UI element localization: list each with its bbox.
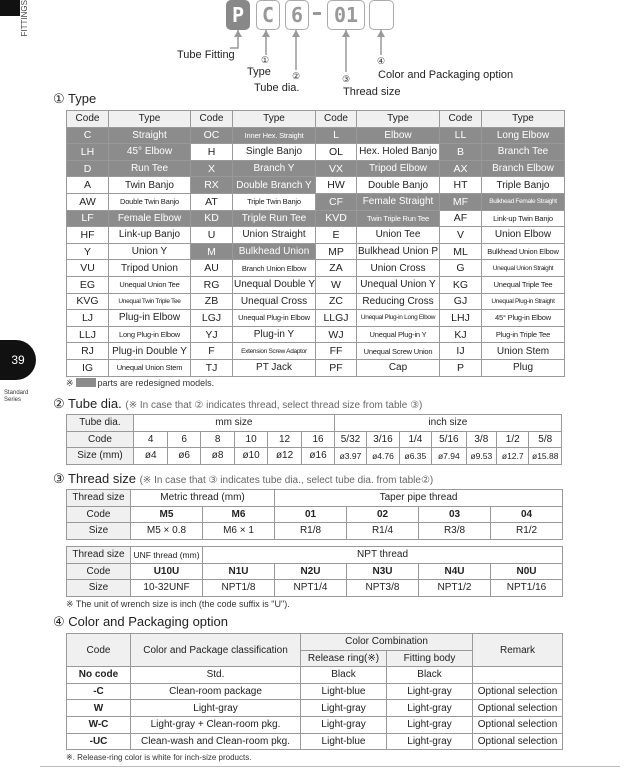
type-code-cell: AW [67,193,109,210]
tube-code-cell: 3/8 [466,431,496,448]
thread-size-cell: NPT1/2 [419,580,491,597]
type-code-cell: H [191,144,233,161]
type-code-cell: U [191,227,233,244]
type-code-cell: KG [440,276,482,293]
type-code-cell: LL [440,127,482,144]
color-cell: Light-gray [131,700,301,717]
tube-code-cell: 5/8 [529,431,562,448]
thread1-col0: Thread size [67,490,131,507]
color-col-code: Code [67,634,131,667]
type-name-cell: Plug-in Elbow [109,310,191,327]
type-name-cell: Long Elbow [482,127,565,144]
thread-size-cell: NPT1/4 [275,580,347,597]
type-table-header [67,111,565,128]
type-code-cell: KJ [440,326,482,343]
type-table [66,110,565,377]
thread-code-cell: 01 [275,506,347,523]
callout-num-2: ② [292,71,301,81]
tube-code-cell: 16 [302,431,334,448]
tube-size-cell: ø15.88 [529,448,562,465]
type-table-row [67,160,565,177]
thread-code-cell: N2U [275,563,347,580]
col-type-1: Type [109,111,191,128]
type-code-cell: AT [191,193,233,210]
color-col-release-ring: Release ring(※) [301,650,387,667]
tube-code-cell: 5/32 [334,431,366,448]
type-code-cell: ML [440,243,482,260]
type-name-cell: Tripod Elbow [357,160,440,177]
type-name-cell: Twin Banjo [109,177,191,194]
type-code-cell: KVG [67,293,109,310]
type-table-row [67,144,565,161]
type-name-cell: PT Jack [233,359,316,376]
type-table-row [67,210,565,227]
type-code-cell: OL [316,144,357,161]
type-name-cell: 45° Plug-in Elbow [482,310,565,327]
type-code-cell: IG [67,359,109,376]
color-cell: Black [387,667,473,684]
type-name-cell: Unequal Union Y [357,276,440,293]
thread-code-cell: 03 [419,506,491,523]
type-code-cell: AF [440,210,482,227]
type-name-cell: Union Stem [482,343,565,360]
type-name-cell: Twin Triple Run Tee [357,210,440,227]
note-text: parts are redesigned models. [97,378,215,388]
tube-size-cell: ø8 [200,448,234,465]
thread-code-cell: 04 [491,506,563,523]
type-code-cell: LLJ [67,326,109,343]
type-name-cell: Cap [357,359,440,376]
type-name-cell: Triple Twin Banjo [233,193,316,210]
color-table-row [67,667,563,684]
tube-code-cell: 8 [200,431,234,448]
type-code-cell: MF [440,193,482,210]
type-table-row [67,127,565,144]
callout-num-3: ③ [342,74,351,84]
type-code-cell: RX [191,177,233,194]
color-cell: Optional selection [473,733,563,750]
type-name-cell: Branch Tee [482,144,565,161]
type-name-cell: Bulkhead Female Straight [482,193,565,210]
color-cell: Light-gray [301,700,387,717]
type-code-cell: KVD [316,210,357,227]
type-table-row [67,260,565,277]
type-name-cell: Union Elbow [482,227,565,244]
type-name-cell: Unequal Plug-in Straight [482,293,565,310]
type-code-cell: A [67,177,109,194]
color-cell: Optional selection [473,683,563,700]
type-name-cell: Plug-in Y [233,326,316,343]
thread2-size-label: Size [67,580,131,597]
tube-size-cell: ø16 [302,448,334,465]
type-code-cell: ZC [316,293,357,310]
color-cell: W [67,700,131,717]
color-cell: -UC [67,733,131,750]
tube-row-header: Tube dia. [67,415,134,432]
type-table-row [67,310,565,327]
type-name-cell: Unequal Screw Union [357,343,440,360]
tube-code-label: Code [67,431,134,448]
tube-size-label: Size (mm) [67,448,134,465]
callout-color-option: Color and Packaging option [378,69,514,81]
thread-code-cell: N3U [347,563,419,580]
color-table-row [67,733,563,750]
type-code-cell: IJ [440,343,482,360]
type-code-cell: AX [440,160,482,177]
color-cell: Light-gray [301,716,387,733]
tube-size-cell: ø10 [235,448,267,465]
color-table-row [67,700,563,717]
type-name-cell: Run Tee [109,160,191,177]
color-cell: Clean-wash and Clean-room pkg. [131,733,301,750]
color-cell: Light-gray [387,700,473,717]
type-code-cell: LLGJ [316,310,357,327]
tube-size-cell: ø12.7 [497,448,529,465]
type-code-cell: HT [440,177,482,194]
inch-size-label: inch size [334,415,561,432]
tube-code-cell: 4 [133,431,167,448]
thread-code-cell: 02 [347,506,419,523]
type-code-cell: B [440,144,482,161]
mm-size-label: mm size [133,415,334,432]
type-name-cell: Bulkhead Union [233,243,316,260]
type-code-cell: D [67,160,109,177]
thread-footnote: ※ The unit of wrench size is inch (the code suffix is "U"). [66,599,290,609]
unf-label: UNF thread (mm) [131,547,203,564]
type-code-cell: TJ [191,359,233,376]
thread-size-cell: M5 × 0.8 [131,523,203,540]
type-code-cell: Y [67,243,109,260]
color-cell: Black [301,667,387,684]
type-name-cell: Reducing Cross [357,293,440,310]
type-code-cell: RJ [67,343,109,360]
series-label: Standard Series [4,390,29,403]
thread1-code-label: Code [67,506,131,523]
type-name-cell: Branch Y [233,160,316,177]
type-table-row [67,343,565,360]
thread-size-cell: M6 × 1 [203,523,275,540]
tube-size-cell: ø3.97 [334,448,366,465]
type-code-cell: LHJ [440,310,482,327]
bottom-rule [40,766,620,767]
type-name-cell: Unequal Union Straight [482,260,565,277]
callout-thread-size: Thread size [343,86,401,98]
type-name-cell: Unequal Plug-in Long Elbow [357,310,440,327]
type-name-cell: Bulkhead Union Elbow [482,243,565,260]
tube-size-cell: ø6.35 [399,448,431,465]
type-table-row [67,227,565,244]
type-name-cell: Single Banjo [233,144,316,161]
type-table-row [67,193,565,210]
type-code-cell: LF [67,210,109,227]
type-code-cell: AU [191,260,233,277]
callout-num-1: ① [261,55,270,65]
page-number-badge: 39 [0,340,36,380]
type-code-cell: VX [316,160,357,177]
type-name-cell: Triple Run Tee [233,210,316,227]
tube-section-title [53,396,422,412]
col-code-1: Code [67,111,109,128]
color-col-fitting-body: Fitting body [387,650,473,667]
type-name-cell: Extension Screw Adaptor [233,343,316,360]
type-name-cell: Plug [482,359,565,376]
color-cell: Clean-room package [131,683,301,700]
redesign-swatch [76,378,96,387]
type-name-cell: Union Straight [233,227,316,244]
col-type-2: Type [233,111,316,128]
color-cell: -C [67,683,131,700]
type-table-row [67,243,565,260]
type-code-cell: WJ [316,326,357,343]
tube-size-cell: ø4 [133,448,167,465]
thread-table-metric [66,489,563,540]
col-type-3: Type [357,111,440,128]
type-name-cell: Branch Union Elbow [233,260,316,277]
tube-title-note: (※ In case that ② indicates thread, select thread size from table ③) [125,400,423,411]
thread2-code-label: Code [67,563,131,580]
callout-tube-dia: Tube dia. [254,82,300,94]
thread1-size-label: Size [67,523,131,540]
thread-size-cell: NPT3/8 [347,580,419,597]
color-cell: Light-gray [387,733,473,750]
npt-label: NPT thread [203,547,563,564]
type-name-cell: Straight [109,127,191,144]
color-cell: Light-blue [301,683,387,700]
tube-code-cell: 1/2 [497,431,529,448]
tube-code-cell: 10 [235,431,267,448]
color-col-classification: Color and Package classification [131,634,301,667]
thread-size-cell: NPT1/16 [491,580,563,597]
color-col-combination: Color Combination [301,634,473,651]
type-name-cell: Double Twin Banjo [109,193,191,210]
type-name-cell: Long Plug-in Elbow [109,326,191,343]
metric-label: Metric thread (mm) [131,490,275,507]
type-code-cell: PF [316,359,357,376]
callout-type: Type [247,66,271,78]
type-name-cell: Double Branch Y [233,177,316,194]
tube-code-cell: 12 [267,431,301,448]
type-name-cell: Unequal Cross [233,293,316,310]
color-table [66,633,563,750]
tube-size-cell: ø12 [267,448,301,465]
tube-size-cell: ø6 [168,448,200,465]
type-code-cell: W [316,276,357,293]
thread-section-title [53,471,433,487]
color-cell: Light-gray + Clean-room pkg. [131,716,301,733]
color-table-row [67,683,563,700]
type-name-cell: Unequal Union Tee [109,276,191,293]
thread-size-cell: R3/8 [419,523,491,540]
tube-title-text: ② Tube dia. [53,396,122,411]
type-code-cell: ZB [191,293,233,310]
tube-code-cell: 1/4 [399,431,431,448]
thread-size-cell: NPT1/8 [203,580,275,597]
thread-size-cell: R1/2 [491,523,563,540]
taper-label: Taper pipe thread [275,490,563,507]
type-code-cell: M [191,243,233,260]
thread-title-text: ③ Thread size [53,471,136,486]
color-cell: Std. [131,667,301,684]
thread-code-cell: U10U [131,563,203,580]
color-cell: Optional selection [473,716,563,733]
type-code-cell: OC [191,127,233,144]
type-table-row [67,359,565,376]
type-code-cell: L [316,127,357,144]
callout-num-4: ④ [377,56,386,66]
color-col-remark: Remark [473,634,563,667]
color-cell: W-C [67,716,131,733]
type-name-cell: Plug-in Double Y [109,343,191,360]
thread-size-cell: 10-32UNF [131,580,203,597]
type-code-cell: FF [316,343,357,360]
type-code-cell: MP [316,243,357,260]
type-name-cell: Female Elbow [109,210,191,227]
color-table-row [67,716,563,733]
thread-code-cell: N0U [491,563,563,580]
col-code-2: Code [191,111,233,128]
type-name-cell: Unequal Union Stem [109,359,191,376]
type-name-cell: Female Straight [357,193,440,210]
type-code-cell: VU [67,260,109,277]
color-cell: Light-blue [301,733,387,750]
type-name-cell: 45° Elbow [109,144,191,161]
thread-code-cell: N4U [419,563,491,580]
color-cell [473,667,563,684]
thread-size-cell: R1/4 [347,523,419,540]
part-box-type: C [256,0,280,30]
col-code-3: Code [316,111,357,128]
type-code-cell: LJ [67,310,109,327]
type-name-cell: Link-up Banjo [109,227,191,244]
tube-size-cell: ø9.53 [466,448,496,465]
type-name-cell: Inner Hex. Straight [233,127,316,144]
note-mark: ※ [66,378,74,388]
tube-code-cell: 5/16 [432,431,466,448]
type-name-cell: Hex. Holed Banjo [357,144,440,161]
type-table-row [67,326,565,343]
type-name-cell: Tripod Union [109,260,191,277]
type-name-cell: Branch Elbow [482,160,565,177]
part-box-p: P [226,0,250,30]
type-name-cell: Elbow [357,127,440,144]
color-footnote: ※. Release-ring color is white for inch-size products. [66,753,252,762]
tube-code-cell: 6 [168,431,200,448]
type-name-cell: Triple Banjo [482,177,565,194]
thread-size-cell: R1/8 [275,523,347,540]
type-code-cell: KD [191,210,233,227]
type-code-cell: HW [316,177,357,194]
type-name-cell: Bulkhead Union P [357,243,440,260]
type-code-cell: G [440,260,482,277]
type-code-cell: HF [67,227,109,244]
thread-code-cell: N1U [203,563,275,580]
section-label: FITTINGS [20,0,29,37]
type-note [66,378,214,389]
type-name-cell: Link-up Twin Banjo [482,210,565,227]
type-name-cell: Union Tee [357,227,440,244]
type-table-row [67,276,565,293]
color-cell: Light-gray [387,683,473,700]
type-code-cell: F [191,343,233,360]
type-name-cell: Plug-in Triple Tee [482,326,565,343]
tube-size-cell: ø7.94 [432,448,466,465]
type-code-cell: CF [316,193,357,210]
type-name-cell: Unequal Double Y [233,276,316,293]
col-type-4: Type [482,111,565,128]
type-name-cell: Union Cross [357,260,440,277]
type-section-title: ① Type [53,91,97,106]
type-code-cell: X [191,160,233,177]
callout-tube-fitting: Tube Fitting [177,49,235,61]
type-name-cell: Unequal Triple Tee [482,276,565,293]
color-cell: Light-gray [387,716,473,733]
tube-code-cell: 3/16 [367,431,399,448]
type-code-cell: LGJ [191,310,233,327]
type-code-cell: E [316,227,357,244]
type-name-cell: Double Banjo [357,177,440,194]
thread-code-cell: M5 [131,506,203,523]
type-code-cell: RG [191,276,233,293]
color-cell: Optional selection [473,700,563,717]
color-section-title: ④ Color and Packaging option [53,614,228,629]
type-code-cell: P [440,359,482,376]
type-code-cell: LH [67,144,109,161]
thread-code-cell: M6 [203,506,275,523]
type-name-cell: Unequal Twin Triple Tee [109,293,191,310]
type-code-cell: YJ [191,326,233,343]
type-code-cell: V [440,227,482,244]
part-box-tube: 6 [285,0,309,30]
type-name-cell: Unequal Plug-in Elbow [233,310,316,327]
type-code-cell: C [67,127,109,144]
type-name-cell: Union Y [109,243,191,260]
color-cell: No code [67,667,131,684]
part-box-thread: 01 [327,0,365,30]
tube-size-cell: ø4.76 [367,448,399,465]
col-code-4: Code [440,111,482,128]
thread-table-npt [66,546,563,597]
type-code-cell: EG [67,276,109,293]
type-code-cell: GJ [440,293,482,310]
type-code-cell: ZA [316,260,357,277]
thread-title-note: (※ In case that ③ indicates tube dia., select tube dia. from table②) [139,475,434,486]
type-table-row [67,293,565,310]
tube-table [66,414,562,465]
thread2-col0: Thread size [67,547,131,564]
type-table-row [67,177,565,194]
type-name-cell: Unequal Plug-in Y [357,326,440,343]
